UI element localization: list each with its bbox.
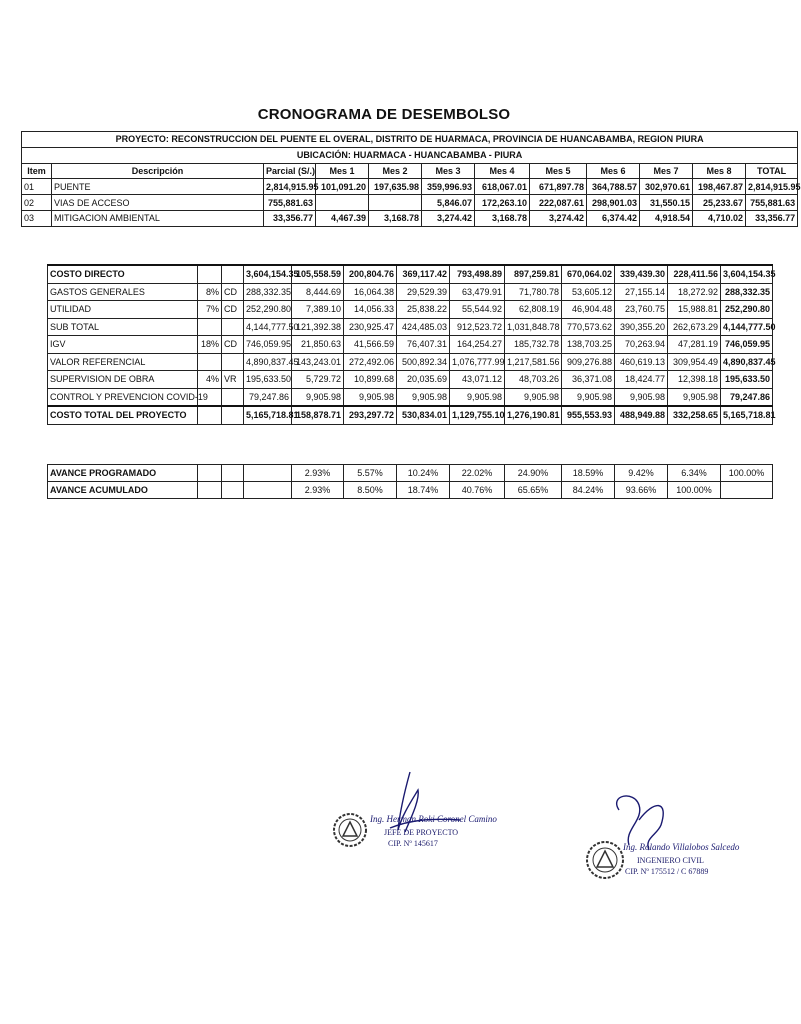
col-header: Descripción bbox=[52, 163, 264, 179]
col-header: TOTAL bbox=[746, 163, 798, 179]
summary-month-value: 76,407.31 bbox=[397, 336, 450, 354]
summary-month-value: 909,276.88 bbox=[562, 353, 615, 371]
signature-role: JEFE DE PROYECTO bbox=[384, 828, 459, 837]
avance-month-percent: 9.42% bbox=[615, 465, 668, 482]
item-month-value: 671,897.78 bbox=[530, 179, 587, 195]
avance-month-percent: 84.24% bbox=[562, 482, 615, 499]
summary-base: CD bbox=[222, 301, 244, 319]
item-description: PUENTE bbox=[52, 179, 264, 195]
summary-month-value: 424,485.03 bbox=[397, 318, 450, 336]
avance-total bbox=[721, 482, 773, 499]
table-row bbox=[48, 482, 773, 499]
summary-month-value: 27,155.14 bbox=[615, 283, 668, 301]
item-month-value: 3,274.42 bbox=[530, 210, 587, 226]
items-table bbox=[21, 131, 801, 227]
item-parcial: 33,356.77 bbox=[264, 210, 316, 226]
summary-base bbox=[222, 318, 244, 336]
signature-role: INGENIERO CIVIL bbox=[637, 856, 704, 865]
item-number: 02 bbox=[22, 195, 52, 211]
summary-month-value: 793,498.89 bbox=[450, 265, 505, 283]
summary-table bbox=[47, 264, 776, 425]
empty-cell bbox=[198, 482, 222, 499]
summary-month-value: 53,605.12 bbox=[562, 283, 615, 301]
summary-description: CONTROL Y PREVENCION COVID-19 bbox=[48, 388, 198, 406]
document-title: CRONOGRAMA DE DESEMBOLSO bbox=[257, 106, 511, 123]
item-month-value: 4,710.02 bbox=[693, 210, 746, 226]
item-month-value: 618,067.01 bbox=[475, 179, 530, 195]
summary-description: VALOR REFERENCIAL bbox=[48, 353, 198, 371]
summary-month-value: 912,523.72 bbox=[450, 318, 505, 336]
summary-month-value: 55,544.92 bbox=[450, 301, 505, 319]
summary-month-value: 897,259.81 bbox=[505, 265, 562, 283]
avance-month-percent: 40.76% bbox=[450, 482, 505, 499]
avance-month-percent: 18.74% bbox=[397, 482, 450, 499]
summary-total: 5,165,718.81 bbox=[721, 406, 773, 424]
summary-description: COSTO DIRECTO bbox=[48, 265, 198, 283]
col-header: Mes 3 bbox=[422, 163, 475, 179]
summary-month-value: 25,838.22 bbox=[397, 301, 450, 319]
table-row bbox=[48, 318, 773, 336]
item-month-value bbox=[316, 195, 369, 211]
empty-cell bbox=[244, 465, 292, 482]
summary-month-value: 143,243.01 bbox=[292, 353, 344, 371]
summary-month-value: 9,905.98 bbox=[562, 388, 615, 406]
table-row bbox=[48, 283, 773, 301]
summary-parcial: 746,059.95 bbox=[244, 336, 292, 354]
avance-month-percent: 6.34% bbox=[668, 465, 721, 482]
avance-total: 100.00% bbox=[721, 465, 773, 482]
summary-percent: 8% bbox=[198, 283, 222, 301]
summary-total: 195,633.50 bbox=[721, 371, 773, 389]
avance-table bbox=[47, 464, 773, 499]
empty-cell bbox=[222, 482, 244, 499]
col-header: Mes 7 bbox=[640, 163, 693, 179]
avance-label: AVANCE ACUMULADO bbox=[48, 482, 198, 499]
summary-description: SUPERVISION DE OBRA bbox=[48, 371, 198, 389]
summary-month-value: 955,553.93 bbox=[562, 406, 615, 424]
summary-month-value: 158,878.71 bbox=[292, 406, 344, 424]
item-month-value: 359,996.93 bbox=[422, 179, 475, 195]
item-month-value: 302,970.61 bbox=[640, 179, 693, 195]
item-month-value: 3,168.78 bbox=[475, 210, 530, 226]
summary-month-value: 200,804.76 bbox=[344, 265, 397, 283]
item-month-value: 197,635.98 bbox=[369, 179, 422, 195]
summary-percent bbox=[198, 406, 222, 424]
avance-month-percent: 2.93% bbox=[292, 482, 344, 499]
summary-month-value: 9,905.98 bbox=[505, 388, 562, 406]
avance-month-percent: 24.90% bbox=[505, 465, 562, 482]
summary-base bbox=[222, 406, 244, 424]
summary-description: GASTOS GENERALES bbox=[48, 283, 198, 301]
table-row bbox=[48, 353, 773, 371]
summary-month-value: 8,444.69 bbox=[292, 283, 344, 301]
item-month-value: 101,091.20 bbox=[316, 179, 369, 195]
summary-base bbox=[222, 353, 244, 371]
project-location: UBICACIÓN: HUARMACA - HUANCABAMBA - PIURA bbox=[22, 147, 798, 163]
summary-parcial: 4,890,837.45 bbox=[244, 353, 292, 371]
item-month-value: 5,846.07 bbox=[422, 195, 475, 211]
summary-percent: 4% bbox=[198, 371, 222, 389]
summary-total: 746,059.95 bbox=[721, 336, 773, 354]
summary-month-value: 41,566.59 bbox=[344, 336, 397, 354]
summary-month-value: 9,905.98 bbox=[450, 388, 505, 406]
summary-month-value: 46,904.48 bbox=[562, 301, 615, 319]
avance-month-percent: 22.02% bbox=[450, 465, 505, 482]
table-row bbox=[48, 371, 773, 389]
col-header: Mes 2 bbox=[369, 163, 422, 179]
summary-month-value: 460,619.13 bbox=[615, 353, 668, 371]
summary-parcial: 195,633.50 bbox=[244, 371, 292, 389]
empty-cell bbox=[198, 465, 222, 482]
col-header: Mes 4 bbox=[475, 163, 530, 179]
signature-name: Ing. Rolando Villalobos Salcedo bbox=[623, 842, 740, 852]
summary-total: 252,290.80 bbox=[721, 301, 773, 319]
item-parcial: 755,881.63 bbox=[264, 195, 316, 211]
summary-percent: 18% bbox=[198, 336, 222, 354]
summary-total: 4,890,837.45 bbox=[721, 353, 773, 371]
summary-month-value: 10,899.68 bbox=[344, 371, 397, 389]
avance-month-percent: 18.59% bbox=[562, 465, 615, 482]
item-number: 01 bbox=[22, 179, 52, 195]
table-row bbox=[48, 301, 773, 319]
item-month-value: 4,467.39 bbox=[316, 210, 369, 226]
col-header: Mes 6 bbox=[587, 163, 640, 179]
summary-month-value: 71,780.78 bbox=[505, 283, 562, 301]
summary-month-value: 47,281.19 bbox=[668, 336, 721, 354]
summary-month-value: 390,355.20 bbox=[615, 318, 668, 336]
summary-month-value: 1,076,777.99 bbox=[450, 353, 505, 371]
signature-name: Ing. Herman Roki Coronel Camino bbox=[370, 814, 497, 824]
summary-total: 79,247.86 bbox=[721, 388, 773, 406]
avance-month-percent: 65.65% bbox=[505, 482, 562, 499]
summary-month-value: 12,398.18 bbox=[668, 371, 721, 389]
item-month-value: 4,918.54 bbox=[640, 210, 693, 226]
summary-base: VR bbox=[222, 371, 244, 389]
table-row bbox=[48, 336, 773, 354]
item-description: MITIGACION AMBIENTAL bbox=[52, 210, 264, 226]
item-total: 2,814,915.95 bbox=[746, 179, 798, 195]
item-month-value: 298,901.03 bbox=[587, 195, 640, 211]
summary-month-value: 21,850.63 bbox=[292, 336, 344, 354]
avance-month-percent: 2.93% bbox=[292, 465, 344, 482]
summary-month-value: 7,389.10 bbox=[292, 301, 344, 319]
table-row bbox=[22, 179, 798, 195]
col-header: Item bbox=[22, 163, 52, 179]
summary-month-value: 332,258.65 bbox=[668, 406, 721, 424]
empty-cell bbox=[222, 465, 244, 482]
summary-month-value: 309,954.49 bbox=[668, 353, 721, 371]
avance-month-percent: 10.24% bbox=[397, 465, 450, 482]
project-name: PROYECTO: RECONSTRUCCION DEL PUENTE EL OVERAL, DISTRITO DE HUARMACA, PROVINCIA DE HUANCABAMBA, REGION PIURA bbox=[22, 132, 798, 148]
summary-month-value: 121,392.38 bbox=[292, 318, 344, 336]
col-header: Mes 5 bbox=[530, 163, 587, 179]
summary-month-value: 9,905.98 bbox=[344, 388, 397, 406]
item-month-value: 198,467.87 bbox=[693, 179, 746, 195]
summary-description: IGV bbox=[48, 336, 198, 354]
summary-month-value: 15,988.81 bbox=[668, 301, 721, 319]
avance-month-percent: 8.50% bbox=[344, 482, 397, 499]
summary-month-value: 16,064.38 bbox=[344, 283, 397, 301]
signature-cip: CIP. Nº 145617 bbox=[388, 839, 438, 848]
item-month-value: 172,263.10 bbox=[475, 195, 530, 211]
summary-month-value: 18,424.77 bbox=[615, 371, 668, 389]
header-row bbox=[22, 163, 798, 179]
item-month-value: 25,233.67 bbox=[693, 195, 746, 211]
signature-block-ingeniero bbox=[585, 790, 740, 900]
summary-month-value: 500,892.34 bbox=[397, 353, 450, 371]
summary-month-value: 18,272.92 bbox=[668, 283, 721, 301]
summary-percent bbox=[198, 353, 222, 371]
col-header: Parcial (S/.) bbox=[264, 163, 316, 179]
summary-base: CD bbox=[222, 336, 244, 354]
summary-description: SUB TOTAL bbox=[48, 318, 198, 336]
item-month-value bbox=[369, 195, 422, 211]
summary-base: CD bbox=[222, 283, 244, 301]
item-month-value: 3,168.78 bbox=[369, 210, 422, 226]
summary-month-value: 230,925.47 bbox=[344, 318, 397, 336]
summary-month-value: 20,035.69 bbox=[397, 371, 450, 389]
summary-month-value: 48,703.26 bbox=[505, 371, 562, 389]
item-parcial: 2,814,915.95 bbox=[264, 179, 316, 195]
summary-month-value: 339,439.30 bbox=[615, 265, 668, 283]
summary-month-value: 70,263.94 bbox=[615, 336, 668, 354]
col-header: Mes 1 bbox=[316, 163, 369, 179]
summary-month-value: 5,729.72 bbox=[292, 371, 344, 389]
empty-cell bbox=[244, 482, 292, 499]
table-row bbox=[48, 265, 773, 283]
summary-parcial: 288,332.35 bbox=[244, 283, 292, 301]
summary-month-value: 272,492.06 bbox=[344, 353, 397, 371]
summary-month-value: 369,117.42 bbox=[397, 265, 450, 283]
item-description: VIAS DE ACCESO bbox=[52, 195, 264, 211]
summary-month-value: 1,276,190.81 bbox=[505, 406, 562, 424]
summary-month-value: 36,371.08 bbox=[562, 371, 615, 389]
summary-total: 288,332.35 bbox=[721, 283, 773, 301]
item-total: 33,356.77 bbox=[746, 210, 798, 226]
item-month-value: 222,087.61 bbox=[530, 195, 587, 211]
summary-month-value: 9,905.98 bbox=[292, 388, 344, 406]
summary-month-value: 670,064.02 bbox=[562, 265, 615, 283]
summary-month-value: 62,808.19 bbox=[505, 301, 562, 319]
signature-block-jefe bbox=[330, 770, 497, 880]
summary-month-value: 29,529.39 bbox=[397, 283, 450, 301]
summary-total: 3,604,154.35 bbox=[721, 265, 773, 283]
summary-month-value: 262,673.29 bbox=[668, 318, 721, 336]
item-month-value: 3,274.42 bbox=[422, 210, 475, 226]
summary-month-value: 530,834.01 bbox=[397, 406, 450, 424]
table-row bbox=[48, 406, 773, 424]
avance-month-percent: 93.66% bbox=[615, 482, 668, 499]
item-month-value: 364,788.57 bbox=[587, 179, 640, 195]
table-row bbox=[22, 210, 798, 226]
summary-month-value: 43,071.12 bbox=[450, 371, 505, 389]
item-month-value: 31,550.15 bbox=[640, 195, 693, 211]
table-row bbox=[48, 388, 773, 406]
avance-month-percent: 5.57% bbox=[344, 465, 397, 482]
summary-description: COSTO TOTAL DEL PROYECTO bbox=[48, 406, 198, 424]
summary-total: 4,144,777.50 bbox=[721, 318, 773, 336]
summary-month-value: 105,558.59 bbox=[292, 265, 344, 283]
summary-parcial: 3,604,154.35 bbox=[244, 265, 292, 283]
summary-percent: 7% bbox=[198, 301, 222, 319]
summary-parcial: 252,290.80 bbox=[244, 301, 292, 319]
summary-month-value: 9,905.98 bbox=[668, 388, 721, 406]
summary-percent bbox=[198, 265, 222, 283]
summary-parcial: 5,165,718.81 bbox=[244, 406, 292, 424]
col-header: Mes 8 bbox=[693, 163, 746, 179]
summary-month-value: 63,479.91 bbox=[450, 283, 505, 301]
summary-month-value: 9,905.98 bbox=[615, 388, 668, 406]
item-total: 755,881.63 bbox=[746, 195, 798, 211]
summary-month-value: 23,760.75 bbox=[615, 301, 668, 319]
summary-month-value: 185,732.78 bbox=[505, 336, 562, 354]
item-month-value: 6,374.42 bbox=[587, 210, 640, 226]
summary-month-value: 9,905.98 bbox=[397, 388, 450, 406]
summary-base bbox=[222, 388, 244, 406]
summary-month-value: 1,031,848.78 bbox=[505, 318, 562, 336]
item-number: 03 bbox=[22, 210, 52, 226]
table-row bbox=[22, 195, 798, 211]
summary-month-value: 164,254.27 bbox=[450, 336, 505, 354]
table-row bbox=[48, 465, 773, 482]
summary-parcial: 4,144,777.50 bbox=[244, 318, 292, 336]
summary-percent bbox=[198, 318, 222, 336]
summary-month-value: 488,949.88 bbox=[615, 406, 668, 424]
summary-base bbox=[222, 265, 244, 283]
summary-month-value: 1,217,581.56 bbox=[505, 353, 562, 371]
summary-month-value: 1,129,755.10 bbox=[450, 406, 505, 424]
summary-description: UTILIDAD bbox=[48, 301, 198, 319]
avance-label: AVANCE PROGRAMADO bbox=[48, 465, 198, 482]
signature-cip: CIP. Nº 175512 / C 67889 bbox=[625, 867, 709, 876]
summary-month-value: 228,411.56 bbox=[668, 265, 721, 283]
summary-month-value: 770,573.62 bbox=[562, 318, 615, 336]
summary-parcial: 79,247.86 bbox=[244, 388, 292, 406]
summary-month-value: 138,703.25 bbox=[562, 336, 615, 354]
summary-month-value: 293,297.72 bbox=[344, 406, 397, 424]
avance-month-percent: 100.00% bbox=[668, 482, 721, 499]
summary-month-value: 14,056.33 bbox=[344, 301, 397, 319]
